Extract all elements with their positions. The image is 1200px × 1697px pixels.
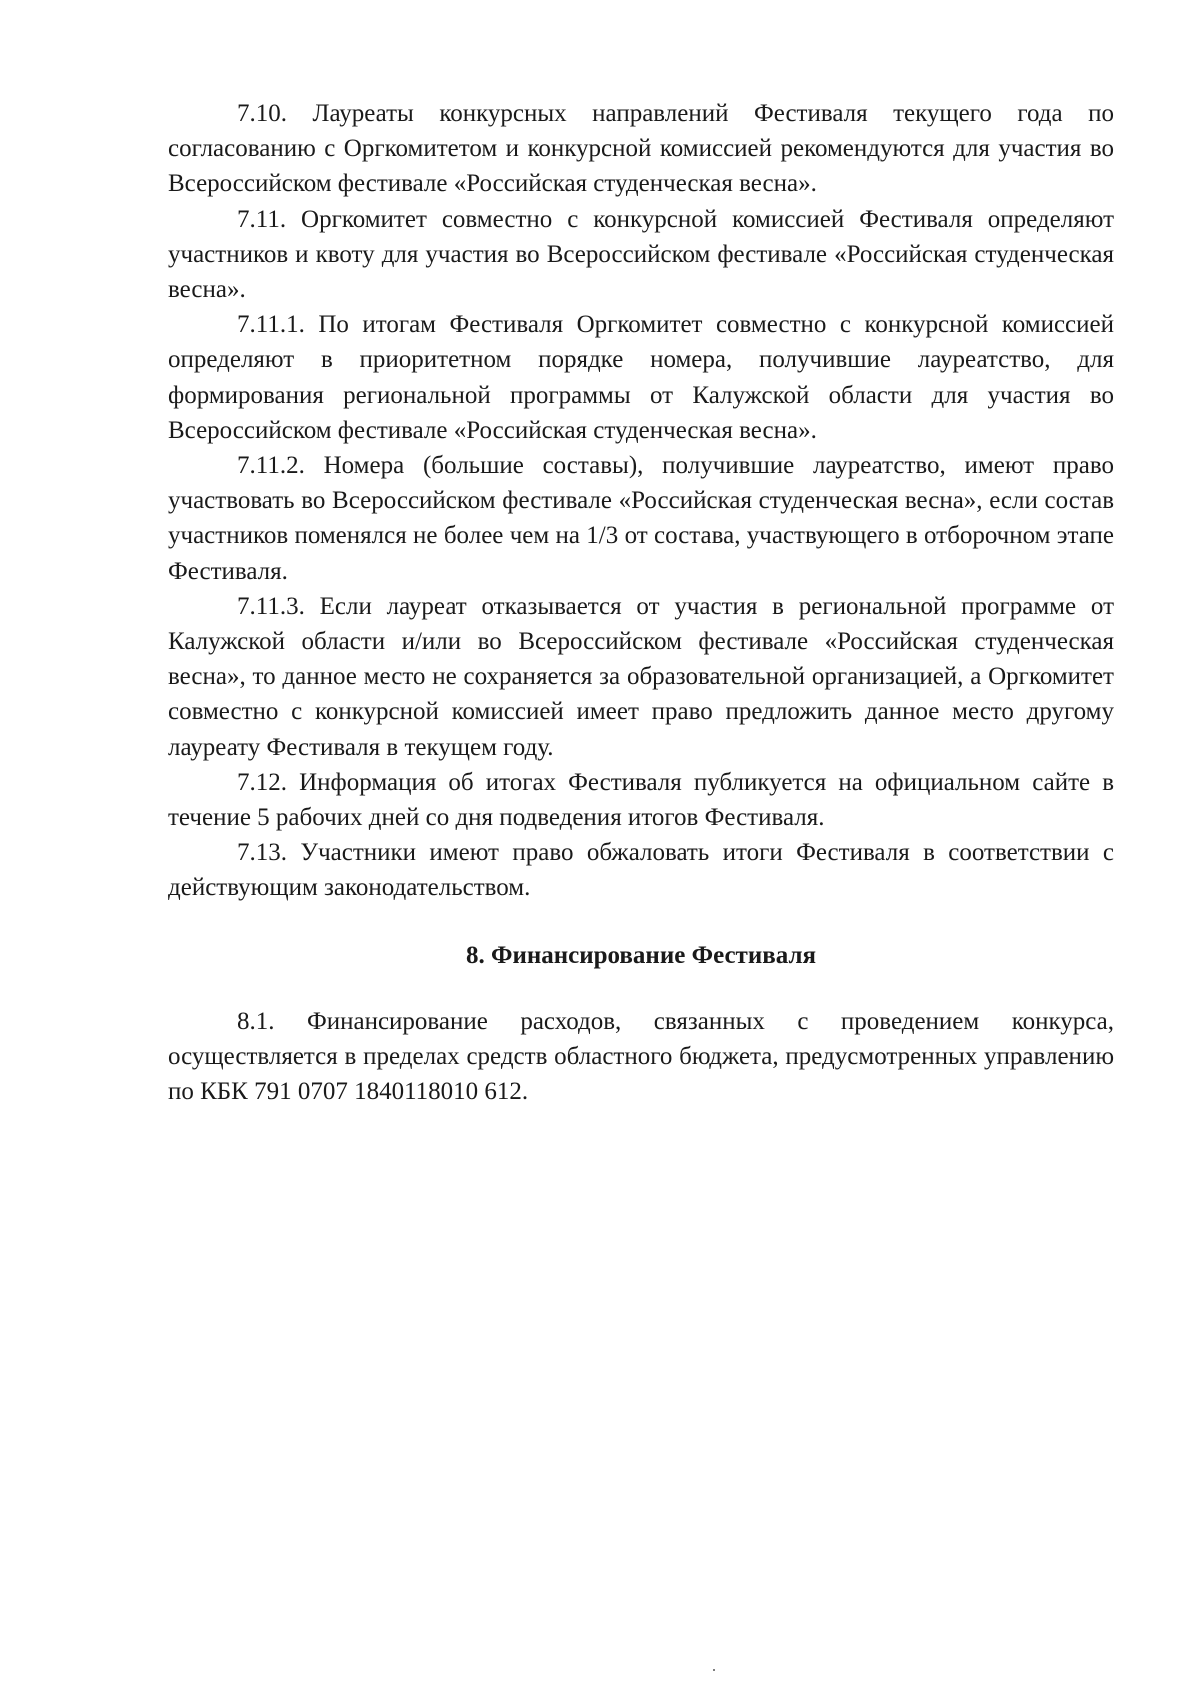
paragraph-7-11-2: 7.11.2. Номера (большие составы), получившие лауреатство, имеют право участвовать во Всероссийском фестивале «Российская студенческая весна», если состав участников поменялся не более чем на 1/3 от состава, участвующего в отборочном этапе Фестиваля. (168, 452, 1114, 585)
section-heading-financing: 8. Финансирование Фестиваля (465, 941, 817, 969)
paragraph-7-11-3: 7.11.3. Если лауреат отказывается от участия в региональной программе от Калужской области и/или во Всероссийском фестивале «Российская студенческая весна», то данное место не сохраняется за образовательной организацией, а Оргкомитет совместно с конкурсной комиссией имеет право предложить данное место другому лауреату Фестиваля в текущем году. (168, 592, 1114, 761)
paragraph-7-12: 7.12. Информация об итогах Фестиваля публикуется на официальном сайте в течение 5 рабочих дней со дня подведения итогов Фестиваля. (168, 768, 1114, 832)
paragraph-7-13: 7.13. Участники имеют право обжаловать итоги Фестиваля в соответствии с действующим законодательством. (168, 839, 1114, 902)
paragraph-8-1: 8.1. Финансирование расходов, связанных с проведением конкурса, осуществляется в пределах средств областного бюджета, предусмотренных управлению по КБК 791 0707 1840118010 612. (168, 1007, 1114, 1106)
paragraph-7-11: 7.11. Оргкомитет совместно с конкурсной комиссией Фестиваля определяют участников и квоту для участия во Всероссийском фестивале «Российская студенческая весна». (168, 205, 1114, 304)
scan-speck (713, 1669, 715, 1671)
document-page (168, 96, 1114, 1109)
paragraph-7-10: 7.10. Лауреаты конкурсных направлений Фестиваля текущего года по согласованию с Оргкомитетом и конкурсной комиссией рекомендуются для участия во Всероссийском фестивале «Российская студенческая весна». (168, 100, 1114, 198)
paragraph-7-11-1: 7.11.1. По итогам Фестиваля Оргкомитет совместно с конкурсной комиссией определяют в приоритетном порядке номера, получившие лауреатство, для формирования региональной программы от Калужской области для участия во Всероссийском фестивале «Российская студенческая весна». (168, 311, 1114, 444)
